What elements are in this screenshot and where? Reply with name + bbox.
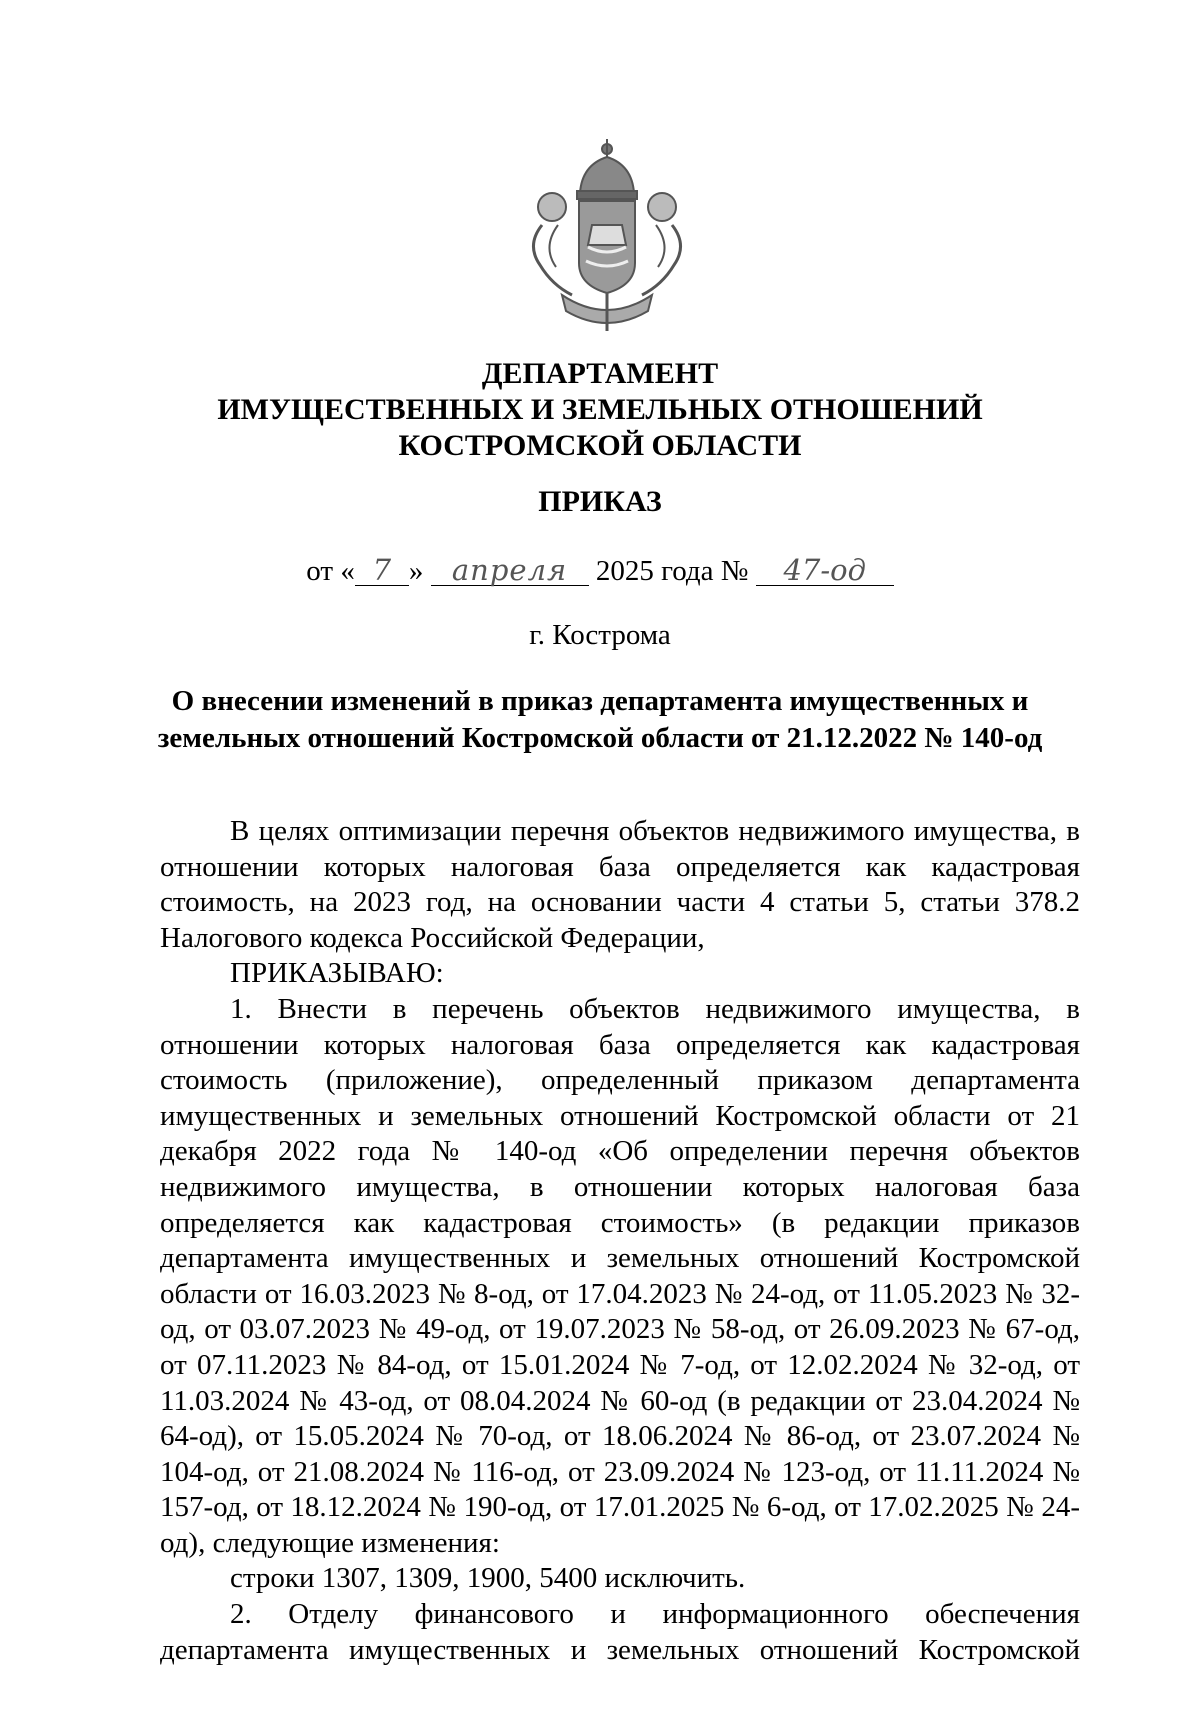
order-word: ПРИКАЗЫВАЮ: <box>230 957 444 990</box>
department-name <box>0 356 1200 464</box>
item-2-paragraph: 2. Отделу финансового и информационного обеспечения департамента имущественных и земельных отношений Костромской <box>160 1598 1080 1666</box>
department-line: КОСТРОМСКОЙ ОБЛАСТИ <box>398 429 802 462</box>
intro-paragraph: В целях оптимизации перечня объектов недвижимого имущества, в отношении которых налоговая база определяется как кадастровая стоимость, на 2023 год, на основании части 4 статьи 5, статьи 378.2 Налогового кодекса Российской Федерации, <box>160 815 1080 954</box>
handwritten-month: апреля <box>431 555 589 586</box>
document-type: ПРИКАЗ <box>538 485 662 518</box>
date-mid: » <box>408 555 424 587</box>
department-line: ДЕПАРТАМЕНТ <box>481 357 719 390</box>
date-year: 2025 года № <box>595 555 749 587</box>
title-line: земельных отношений Костромской области от 21.12.2022 № 140-од <box>157 722 1043 754</box>
document-body <box>160 814 1080 1668</box>
coat-of-arms-icon <box>522 135 692 335</box>
document-title <box>0 683 1200 757</box>
city: г. Кострома <box>529 619 671 651</box>
handwritten-number: 47-од <box>756 555 894 586</box>
department-line: ИМУЩЕСТВЕННЫХ И ЗЕМЕЛЬНЫХ ОТНОШЕНИЙ <box>217 393 983 426</box>
item-1-paragraph: 1. Внести в перечень объектов недвижимого имущества, в отношении которых налоговая база определяется как кадастровая стоимость (приложение), определенный приказом департамента имущественных и земельных отношений Костромской области от 21 декабря 2022 года № 140-од «Об определении перечня объектов недвижимого имущества, в отношении которых налоговая база определяется как кадастровая стоимость» (в редакции приказов департамента имущественных и земельных отношений Костромской области от 16.03.2023 № 8-од, от 17.04.2023 № 24-од, от 11.05.2023 № 32-од, от 03.07.2023 № 49-од, от 19.07.2023 № 58-од, от 26.09.2023 № 67-од, от 07.11.2023 № 84-од, от 15.01.2024 № 7-од, от 12.02.2024 № 32-од, от 11.03.2024 № 43-од, от 08.04.2024 № 60-од (в редакции от 23.04.2024 № 64-од), от 15.05.2024 № 70-од, от 18.06.2024 № 86-од, от 23.07.2024 № 104-од, от 21.08.2024 № 116-од, от 23.09.2024 № 123-од, от 11.11.2024 № 157-од, от 18.12.2024 № 190-од, от 17.01.2025 № 6-од, от 17.02.2025 № 24-од), следующие изменения: <box>160 992 1080 1559</box>
item-1-sub-paragraph: строки 1307, 1309, 1900, 5400 исключить. <box>230 1562 746 1595</box>
date-prefix: от « <box>306 555 355 587</box>
handwritten-day: 7 <box>355 555 409 586</box>
date-line <box>0 553 1200 589</box>
title-line: О внесении изменений в приказ департамента имущественных и <box>171 685 1029 717</box>
